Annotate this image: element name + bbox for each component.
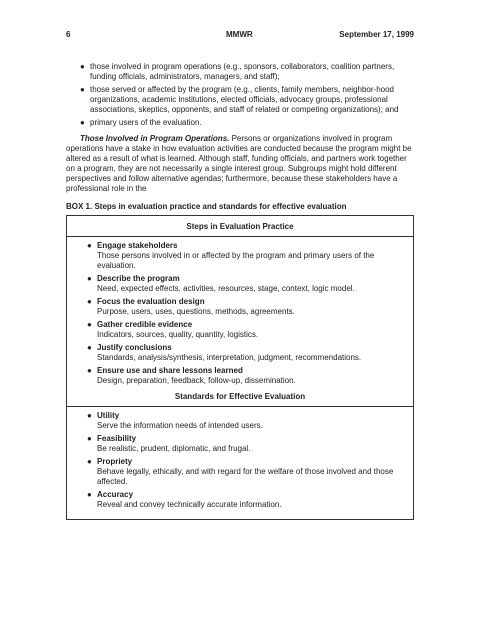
stakeholder-list [66,62,414,128]
body-paragraph [66,134,414,194]
list-item [75,366,405,386]
publication-date: September 17, 1999 [339,30,414,39]
list-item [66,85,414,115]
box-title: BOX 1. Steps in evaluation practice and standards for effective evaluation [66,202,347,211]
journal-name: MMWR [226,30,253,39]
list-item [75,457,405,487]
standard-desc: Be realistic, prudent, diplomatic, and frugal. [97,444,251,453]
paragraph-text: Persons or organizations involved in program operations have a stake in how evaluation activities are conducted because the program might be altered as a result of what is learned. Although staff, funding officials, and partners work together on a program, they are not necessarily a single interest group. Subgroups might hold different perspectives and follow alternative agendas; furthermore, because these stakeholders have a professional role in the [66,134,412,193]
step-desc: Indicators, sources, quality, quantity, logistics. [97,330,259,339]
standards-list [75,411,405,510]
bullet-icon: ● [87,366,92,375]
bullet-icon: ● [87,411,92,420]
bullet-icon: ● [80,118,85,127]
step-desc: Design, preparation, feedback, follow-up, dissemination. [97,376,296,385]
bullet-icon: ● [87,241,92,250]
page-number: 6 [66,30,71,39]
standard-desc: Behave legally, ethically, and with regard for the welfare of those involved and those affected. [97,467,394,486]
divider [67,406,413,407]
step-title: Focus the evaluation design [97,297,205,306]
step-desc: Those persons involved in or affected by the program and primary users of the evaluation. [97,251,375,270]
list-item [75,343,405,363]
list-item-text: primary users of the evaluation. [90,118,202,127]
standards-section-title: Standards for Effective Evaluation [174,392,306,401]
page-content [66,62,414,520]
bullet-icon: ● [80,85,85,94]
bullet-icon: ● [87,320,92,329]
standard-desc: Serve the information needs of intended users. [97,421,263,430]
list-item [75,411,405,431]
step-desc: Standards, analysis/synthesis, interpretation, judgment, recommendations. [97,353,362,362]
list-item [66,62,414,82]
list-item [66,118,414,128]
standard-title: Propriety [97,457,133,466]
bullet-icon: ● [87,274,92,283]
steps-section-title: Steps in Evaluation Practice [186,222,294,231]
step-desc: Need, expected effects, activities, resources, stage, context, logic model. [97,284,355,293]
list-item [75,320,405,340]
list-item [75,434,405,454]
standard-desc: Reveal and convey technically accurate information. [97,500,282,509]
list-item-text: those involved in program operations (e.g., sponsors, collaborators, coalition partners, funding officials, administrators, managers, and staff); [90,62,395,81]
list-item [75,274,405,294]
bullet-icon: ● [87,343,92,352]
list-item [75,297,405,317]
step-title: Gather credible evidence [97,320,193,329]
divider [67,236,413,237]
list-item [75,490,405,510]
steps-list [75,241,405,386]
bullet-icon: ● [87,457,92,466]
step-desc: Purpose, users, uses, questions, methods, agreements. [97,307,295,316]
standard-title: Accuracy [97,490,134,499]
step-title: Engage stakeholders [97,241,178,250]
standard-title: Feasibility [97,434,137,443]
bullet-icon: ● [87,434,92,443]
bullet-icon: ● [87,297,92,306]
step-title: Describe the program [97,274,180,283]
list-item [75,241,405,271]
step-title: Ensure use and share lessons learned [97,366,243,375]
bullet-icon: ● [87,490,92,499]
list-item-text: those served or affected by the program (e.g., clients, family members, neighbor-hood organizations, academic institutions, elected officials, advocacy groups, professional associations, skeptics, opponents, and staff of related or competing organizations); and [90,85,399,114]
page-header [66,30,414,44]
paragraph-lead: Those Involved in Program Operations. [80,134,230,143]
standard-title: Utility [97,411,120,420]
bullet-icon: ● [80,62,85,71]
evaluation-box [66,215,414,520]
step-title: Justify conclusions [97,343,172,352]
